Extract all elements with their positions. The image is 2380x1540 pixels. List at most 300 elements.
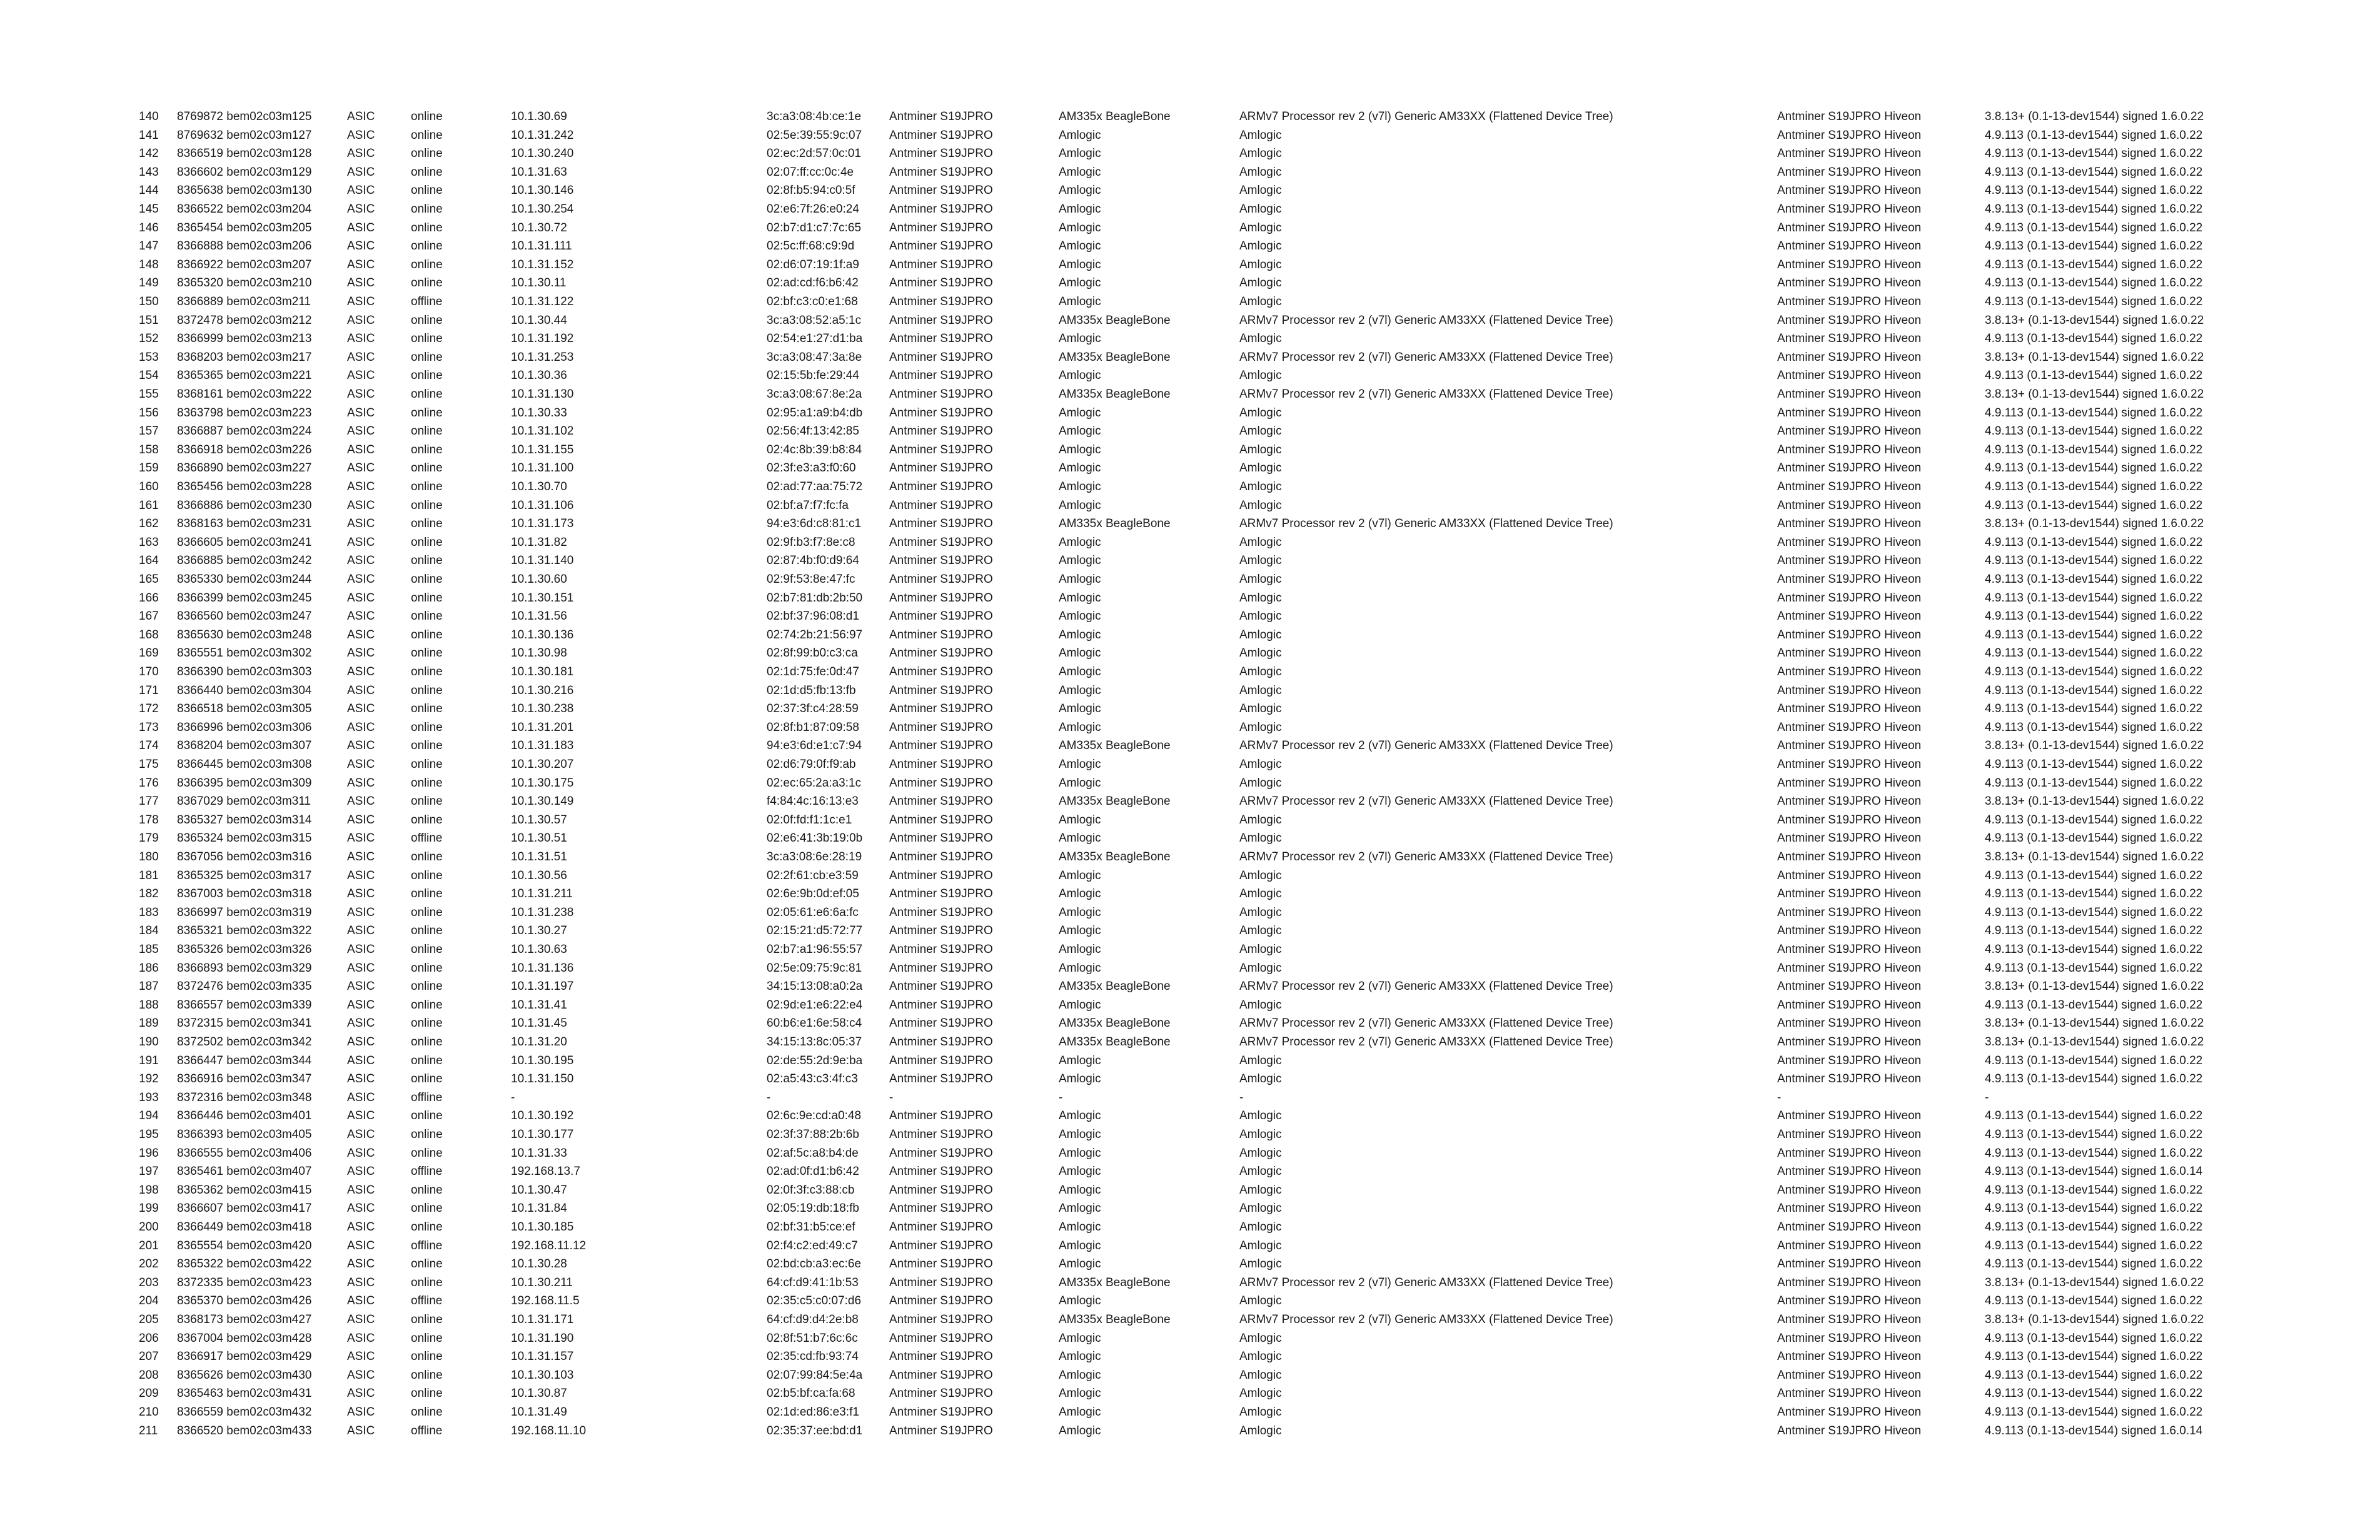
cell-soc: Amlogic — [1059, 332, 1101, 346]
cell-firmware: Antminer S19JPRO Hiveon — [1777, 1035, 1922, 1049]
cell-row-no: 209 — [139, 1387, 159, 1401]
cell-type: ASIC — [347, 406, 375, 420]
cell-firmware: Antminer S19JPRO Hiveon — [1777, 203, 1922, 216]
cell-kernel: 3.8.13+ (0.1-13-dev1544) signed 1.6.0.22 — [1985, 795, 2204, 808]
cell-ip: 10.1.31.130 — [511, 388, 574, 401]
cell-status: online — [411, 1128, 443, 1141]
cell-kernel: 4.9.113 (0.1-13-dev1544) signed 1.6.0.22 — [1985, 184, 2203, 198]
cell-soc: Amlogic — [1059, 758, 1101, 771]
cell-ip: 10.1.30.47 — [511, 1183, 567, 1197]
cell-kernel: 4.9.113 (0.1-13-dev1544) signed 1.6.0.22 — [1985, 554, 2203, 568]
cell-ip: 10.1.31.63 — [511, 165, 567, 179]
cell-soc: Amlogic — [1059, 647, 1101, 660]
cell-status: online — [411, 980, 443, 994]
cell-model: Antminer S19JPRO — [889, 239, 993, 253]
cell-status: online — [411, 350, 443, 364]
table-row — [0, 922, 2380, 940]
cell-id-host: 8365365 bem02c03m221 — [177, 369, 312, 383]
cell-type: ASIC — [347, 924, 375, 938]
cell-ip: 10.1.30.57 — [511, 813, 567, 827]
cell-soc: Amlogic — [1059, 905, 1101, 919]
cell-row-no: 204 — [139, 1294, 159, 1308]
table-row — [0, 404, 2380, 423]
cell-kernel: 4.9.113 (0.1-13-dev1544) signed 1.6.0.22 — [1985, 1128, 2203, 1141]
cell-soc: Amlogic — [1059, 961, 1101, 975]
cell-cpu: ARMv7 Processor rev 2 (v7l) Generic AM33XX (Flattened Device Tree) — [1239, 1017, 1613, 1030]
cell-model: Antminer S19JPRO — [889, 832, 993, 845]
cell-status: online — [411, 425, 443, 438]
table-row — [0, 1089, 2380, 1107]
cell-firmware: Antminer S19JPRO Hiveon — [1777, 554, 1922, 568]
cell-kernel: - — [1985, 1090, 1989, 1104]
cell-ip: 10.1.30.146 — [511, 184, 574, 198]
cell-row-no: 154 — [139, 369, 159, 383]
cell-row-no: 178 — [139, 813, 159, 827]
cell-cpu: Amlogic — [1239, 1072, 1282, 1086]
cell-cpu: Amlogic — [1239, 961, 1282, 975]
cell-kernel: 4.9.113 (0.1-13-dev1544) signed 1.6.0.22 — [1985, 461, 2203, 475]
cell-cpu: Amlogic — [1239, 924, 1282, 938]
cell-id-host: 8366518 bem02c03m305 — [177, 702, 312, 716]
cell-ip: 192.168.13.7 — [511, 1165, 580, 1179]
cell-kernel: 4.9.113 (0.1-13-dev1544) signed 1.6.0.22 — [1985, 1109, 2203, 1123]
table-row — [0, 607, 2380, 626]
cell-ip: 10.1.31.173 — [511, 517, 574, 531]
cell-row-no: 176 — [139, 776, 159, 790]
cell-firmware: Antminer S19JPRO Hiveon — [1777, 739, 1922, 753]
cell-ip: 10.1.31.157 — [511, 1350, 574, 1364]
cell-status: offline — [411, 1165, 443, 1179]
cell-type: ASIC — [347, 905, 375, 919]
cell-status: online — [411, 165, 443, 179]
cell-soc: Amlogic — [1059, 1406, 1101, 1419]
cell-cpu: Amlogic — [1239, 758, 1282, 771]
table-row — [0, 459, 2380, 478]
cell-type: ASIC — [347, 1146, 375, 1160]
cell-type: ASIC — [347, 332, 375, 346]
cell-mac: 02:8f:b5:94:c0:5f — [767, 184, 855, 198]
cell-row-no: 156 — [139, 406, 159, 420]
cell-ip: 10.1.31.155 — [511, 443, 574, 456]
cell-row-no: 170 — [139, 665, 159, 678]
cell-ip: 10.1.31.102 — [511, 425, 574, 438]
cell-cpu: Amlogic — [1239, 720, 1282, 734]
cell-kernel: 3.8.13+ (0.1-13-dev1544) signed 1.6.0.22 — [1985, 739, 2204, 753]
cell-mac: 02:ec:65:2a:a3:1c — [767, 776, 862, 790]
cell-status: online — [411, 276, 443, 290]
cell-kernel: 4.9.113 (0.1-13-dev1544) signed 1.6.0.22 — [1985, 128, 2203, 142]
cell-firmware: Antminer S19JPRO Hiveon — [1777, 147, 1922, 161]
cell-kernel: 4.9.113 (0.1-13-dev1544) signed 1.6.0.22 — [1985, 332, 2203, 346]
cell-ip: 10.1.31.238 — [511, 905, 574, 919]
cell-cpu: Amlogic — [1239, 406, 1282, 420]
cell-ip: 10.1.31.197 — [511, 980, 574, 994]
table-row — [0, 626, 2380, 645]
cell-mac: 02:2f:61:cb:e3:59 — [767, 868, 859, 882]
cell-kernel: 3.8.13+ (0.1-13-dev1544) signed 1.6.0.22 — [1985, 388, 2204, 401]
cell-type: ASIC — [347, 1276, 375, 1289]
cell-soc: Amlogic — [1059, 628, 1101, 642]
cell-model: Antminer S19JPRO — [889, 1313, 993, 1326]
cell-mac: 02:0f:fd:f1:1c:e1 — [767, 813, 852, 827]
cell-model: Antminer S19JPRO — [889, 739, 993, 753]
cell-row-no: 206 — [139, 1331, 159, 1345]
cell-ip: 10.1.30.33 — [511, 406, 567, 420]
cell-row-no: 184 — [139, 924, 159, 938]
cell-soc: Amlogic — [1059, 369, 1101, 383]
table-row — [0, 644, 2380, 663]
table-row — [0, 1052, 2380, 1070]
cell-firmware: Antminer S19JPRO Hiveon — [1777, 868, 1922, 882]
cell-cpu: Amlogic — [1239, 998, 1282, 1012]
cell-status: online — [411, 1183, 443, 1197]
table-row — [0, 126, 2380, 145]
cell-mac: 02:6c:9e:cd:a0:48 — [767, 1109, 862, 1123]
cell-firmware: Antminer S19JPRO Hiveon — [1777, 702, 1922, 716]
cell-kernel: 4.9.113 (0.1-13-dev1544) signed 1.6.0.22 — [1985, 776, 2203, 790]
cell-ip: - — [511, 1090, 515, 1104]
cell-type: ASIC — [347, 1387, 375, 1401]
cell-cpu: Amlogic — [1239, 1350, 1282, 1364]
cell-kernel: 4.9.113 (0.1-13-dev1544) signed 1.6.0.22 — [1985, 813, 2203, 827]
cell-row-no: 174 — [139, 739, 159, 753]
cell-id-host: 8366560 bem02c03m247 — [177, 610, 312, 623]
cell-row-no: 179 — [139, 832, 159, 845]
cell-cpu: Amlogic — [1239, 1165, 1282, 1179]
cell-status: online — [411, 147, 443, 161]
cell-id-host: 8372316 bem02c03m348 — [177, 1090, 312, 1104]
cell-firmware: Antminer S19JPRO Hiveon — [1777, 1183, 1922, 1197]
cell-type: ASIC — [347, 165, 375, 179]
cell-soc: AM335x BeagleBone — [1059, 739, 1171, 753]
cell-row-no: 202 — [139, 1257, 159, 1271]
cell-soc: Amlogic — [1059, 1424, 1101, 1437]
cell-kernel: 4.9.113 (0.1-13-dev1544) signed 1.6.0.22 — [1985, 683, 2203, 697]
cell-cpu: Amlogic — [1239, 461, 1282, 475]
cell-status: online — [411, 683, 443, 697]
cell-kernel: 4.9.113 (0.1-13-dev1544) signed 1.6.0.22 — [1985, 1072, 2203, 1086]
cell-row-no: 210 — [139, 1406, 159, 1419]
cell-kernel: 3.8.13+ (0.1-13-dev1544) signed 1.6.0.22 — [1985, 517, 2204, 531]
cell-id-host: 8769632 bem02c03m127 — [177, 128, 312, 142]
cell-soc: Amlogic — [1059, 480, 1101, 493]
cell-row-no: 183 — [139, 905, 159, 919]
table-row — [0, 829, 2380, 848]
cell-firmware: Antminer S19JPRO Hiveon — [1777, 628, 1922, 642]
cell-cpu: Amlogic — [1239, 498, 1282, 512]
cell-mac: 02:5e:39:55:9c:07 — [767, 128, 862, 142]
cell-status: online — [411, 480, 443, 493]
cell-ip: 10.1.30.195 — [511, 1054, 574, 1067]
cell-ip: 10.1.30.36 — [511, 369, 567, 383]
cell-ip: 10.1.30.149 — [511, 795, 574, 808]
table-row — [0, 1033, 2380, 1052]
cell-mac: 02:ad:cd:f6:b6:42 — [767, 276, 859, 290]
cell-kernel: 4.9.113 (0.1-13-dev1544) signed 1.6.0.22 — [1985, 961, 2203, 975]
cell-firmware: Antminer S19JPRO Hiveon — [1777, 239, 1922, 253]
cell-type: ASIC — [347, 1072, 375, 1086]
cell-model: Antminer S19JPRO — [889, 147, 993, 161]
cell-soc: Amlogic — [1059, 720, 1101, 734]
cell-soc: AM335x BeagleBone — [1059, 1313, 1171, 1326]
cell-soc: Amlogic — [1059, 147, 1101, 161]
cell-ip: 10.1.31.211 — [511, 887, 573, 901]
cell-firmware: Antminer S19JPRO Hiveon — [1777, 276, 1922, 290]
cell-cpu: Amlogic — [1239, 813, 1282, 827]
cell-kernel: 4.9.113 (0.1-13-dev1544) signed 1.6.0.22 — [1985, 647, 2203, 660]
cell-status: online — [411, 1350, 443, 1364]
cell-ip: 10.1.30.98 — [511, 647, 567, 660]
cell-cpu: Amlogic — [1239, 480, 1282, 493]
cell-kernel: 3.8.13+ (0.1-13-dev1544) signed 1.6.0.22 — [1985, 313, 2204, 327]
cell-mac: 3c:a3:08:52:a5:1c — [767, 313, 862, 327]
cell-id-host: 8368204 bem02c03m307 — [177, 739, 312, 753]
cell-firmware: Antminer S19JPRO Hiveon — [1777, 887, 1922, 901]
cell-firmware: Antminer S19JPRO Hiveon — [1777, 498, 1922, 512]
cell-status: online — [411, 739, 443, 753]
table-row — [0, 515, 2380, 533]
cell-row-no: 153 — [139, 350, 159, 364]
cell-status: offline — [411, 1090, 443, 1104]
cell-type: ASIC — [347, 1406, 375, 1419]
table-row — [0, 533, 2380, 552]
cell-type: ASIC — [347, 221, 375, 234]
cell-id-host: 8365326 bem02c03m326 — [177, 943, 312, 956]
cell-status: online — [411, 591, 443, 605]
cell-id-host: 8366557 bem02c03m339 — [177, 998, 312, 1012]
table-row — [0, 108, 2380, 126]
cell-status: online — [411, 887, 443, 901]
cell-status: online — [411, 961, 443, 975]
cell-model: Antminer S19JPRO — [889, 1406, 993, 1419]
cell-id-host: 8366519 bem02c03m128 — [177, 147, 312, 161]
cell-kernel: 4.9.113 (0.1-13-dev1544) signed 1.6.0.22 — [1985, 573, 2203, 586]
cell-firmware: Antminer S19JPRO Hiveon — [1777, 1017, 1922, 1030]
cell-model: Antminer S19JPRO — [889, 776, 993, 790]
cell-ip: 10.1.31.33 — [511, 1146, 567, 1160]
cell-ip: 10.1.31.242 — [511, 128, 574, 142]
cell-firmware: Antminer S19JPRO Hiveon — [1777, 461, 1922, 475]
cell-row-no: 146 — [139, 221, 159, 234]
cell-mac: 02:8f:99:b0:c3:ca — [767, 647, 858, 660]
cell-row-no: 201 — [139, 1239, 159, 1252]
cell-model: Antminer S19JPRO — [889, 1350, 993, 1364]
cell-type: ASIC — [347, 480, 375, 493]
cell-model: Antminer S19JPRO — [889, 591, 993, 605]
cell-mac: 02:5e:09:75:9c:81 — [767, 961, 862, 975]
cell-mac: 02:bf:c3:c0:e1:68 — [767, 295, 858, 308]
cell-type: ASIC — [347, 1202, 375, 1215]
table-row — [0, 718, 2380, 737]
cell-kernel: 4.9.113 (0.1-13-dev1544) signed 1.6.0.22 — [1985, 1406, 2203, 1419]
cell-type: ASIC — [347, 1424, 375, 1437]
cell-cpu: Amlogic — [1239, 369, 1282, 383]
cell-kernel: 4.9.113 (0.1-13-dev1544) signed 1.6.0.22 — [1985, 1331, 2203, 1345]
cell-kernel: 4.9.113 (0.1-13-dev1544) signed 1.6.0.22 — [1985, 1202, 2203, 1215]
cell-status: online — [411, 1313, 443, 1326]
cell-model: Antminer S19JPRO — [889, 720, 993, 734]
table-row — [0, 181, 2380, 200]
cell-type: ASIC — [347, 203, 375, 216]
cell-cpu: Amlogic — [1239, 610, 1282, 623]
cell-soc: AM335x BeagleBone — [1059, 1035, 1171, 1049]
cell-mac: 02:9d:e1:e6:22:e4 — [767, 998, 863, 1012]
cell-kernel: 3.8.13+ (0.1-13-dev1544) signed 1.6.0.22 — [1985, 350, 2204, 364]
cell-cpu: Amlogic — [1239, 1368, 1282, 1382]
cell-kernel: 4.9.113 (0.1-13-dev1544) signed 1.6.0.22 — [1985, 758, 2203, 771]
cell-mac: 02:87:4b:f0:d9:64 — [767, 554, 859, 568]
cell-type: ASIC — [347, 1090, 375, 1104]
cell-ip: 10.1.31.45 — [511, 1017, 567, 1030]
cell-type: ASIC — [347, 868, 375, 882]
cell-id-host: 8372478 bem02c03m212 — [177, 313, 312, 327]
cell-mac: 02:bf:31:b5:ce:ef — [767, 1220, 855, 1234]
cell-cpu: Amlogic — [1239, 295, 1282, 308]
cell-mac: f4:84:4c:16:13:e3 — [767, 795, 859, 808]
cell-soc: Amlogic — [1059, 554, 1101, 568]
table-row — [0, 478, 2380, 496]
cell-soc: Amlogic — [1059, 1257, 1101, 1271]
cell-mac: 02:bf:37:96:08:d1 — [767, 610, 859, 623]
cell-ip: 10.1.31.171 — [511, 1313, 574, 1326]
cell-id-host: 8366922 bem02c03m207 — [177, 258, 312, 271]
cell-ip: 10.1.31.140 — [511, 554, 574, 568]
cell-row-no: 177 — [139, 795, 159, 808]
cell-status: online — [411, 1406, 443, 1419]
cell-mac: 02:bd:cb:a3:ec:6e — [767, 1257, 862, 1271]
cell-ip: 10.1.31.41 — [511, 998, 567, 1012]
cell-cpu: Amlogic — [1239, 647, 1282, 660]
cell-cpu: ARMv7 Processor rev 2 (v7l) Generic AM33XX (Flattened Device Tree) — [1239, 795, 1613, 808]
cell-mac: 02:37:3f:c4:28:59 — [767, 702, 859, 716]
cell-mac: 34:15:13:08:a0:2a — [767, 980, 863, 994]
table-row — [0, 1329, 2380, 1348]
cell-cpu: Amlogic — [1239, 1406, 1282, 1419]
cell-type: ASIC — [347, 832, 375, 845]
cell-row-no: 143 — [139, 165, 159, 179]
cell-row-no: 141 — [139, 128, 159, 142]
cell-id-host: 8366555 bem02c03m406 — [177, 1146, 312, 1160]
cell-id-host: 8769872 bem02c03m125 — [177, 110, 312, 123]
cell-soc: AM335x BeagleBone — [1059, 350, 1171, 364]
cell-kernel: 4.9.113 (0.1-13-dev1544) signed 1.6.0.14 — [1985, 1424, 2203, 1437]
table-row — [0, 1237, 2380, 1256]
cell-kernel: 4.9.113 (0.1-13-dev1544) signed 1.6.0.22 — [1985, 665, 2203, 678]
cell-firmware: Antminer S19JPRO Hiveon — [1777, 443, 1922, 456]
cell-ip: 10.1.30.51 — [511, 832, 567, 845]
cell-firmware: Antminer S19JPRO Hiveon — [1777, 905, 1922, 919]
cell-type: ASIC — [347, 388, 375, 401]
cell-row-no: 182 — [139, 887, 159, 901]
cell-kernel: 4.9.113 (0.1-13-dev1544) signed 1.6.0.22 — [1985, 276, 2203, 290]
cell-id-host: 8367003 bem02c03m318 — [177, 887, 312, 901]
cell-ip: 10.1.30.56 — [511, 868, 567, 882]
cell-type: ASIC — [347, 1035, 375, 1049]
cell-firmware: Antminer S19JPRO Hiveon — [1777, 776, 1922, 790]
cell-row-no: 167 — [139, 610, 159, 623]
cell-kernel: 4.9.113 (0.1-13-dev1544) signed 1.6.0.22 — [1985, 443, 2203, 456]
cell-soc: Amlogic — [1059, 813, 1101, 827]
cell-ip: 10.1.30.151 — [511, 591, 574, 605]
cell-soc: Amlogic — [1059, 165, 1101, 179]
cell-ip: 10.1.30.216 — [511, 683, 574, 697]
table-row — [0, 1199, 2380, 1218]
cell-mac: 02:8f:51:b7:6c:6c — [767, 1331, 858, 1345]
cell-ip: 192.168.11.12 — [511, 1239, 587, 1252]
cell-soc: Amlogic — [1059, 1350, 1101, 1364]
cell-type: ASIC — [347, 739, 375, 753]
cell-id-host: 8365626 bem02c03m430 — [177, 1368, 312, 1382]
cell-kernel: 4.9.113 (0.1-13-dev1544) signed 1.6.0.22 — [1985, 203, 2203, 216]
cell-id-host: 8366887 bem02c03m224 — [177, 425, 312, 438]
cell-row-no: 193 — [139, 1090, 159, 1104]
cell-ip: 10.1.31.136 — [511, 961, 574, 975]
cell-kernel: 4.9.113 (0.1-13-dev1544) signed 1.6.0.22 — [1985, 1239, 2203, 1252]
cell-row-no: 157 — [139, 425, 159, 438]
cell-cpu: Amlogic — [1239, 1183, 1282, 1197]
cell-cpu: Amlogic — [1239, 258, 1282, 271]
cell-type: ASIC — [347, 813, 375, 827]
cell-status: offline — [411, 832, 443, 845]
cell-ip: 10.1.31.100 — [511, 461, 574, 475]
cell-soc: Amlogic — [1059, 998, 1101, 1012]
cell-kernel: 4.9.113 (0.1-13-dev1544) signed 1.6.0.22 — [1985, 1387, 2203, 1401]
cell-mac: 02:56:4f:13:42:85 — [767, 425, 859, 438]
cell-model: Antminer S19JPRO — [889, 1183, 993, 1197]
cell-id-host: 8367004 bem02c03m428 — [177, 1331, 312, 1345]
cell-firmware: Antminer S19JPRO Hiveon — [1777, 165, 1922, 179]
cell-mac: 02:4c:8b:39:b8:84 — [767, 443, 862, 456]
cell-model: Antminer S19JPRO — [889, 573, 993, 586]
cell-mac: 02:3f:e3:a3:f0:60 — [767, 461, 856, 475]
table-row — [0, 1125, 2380, 1144]
cell-mac: 02:15:5b:fe:29:44 — [767, 369, 859, 383]
cell-ip: 10.1.30.211 — [511, 1276, 573, 1289]
cell-soc: Amlogic — [1059, 1239, 1101, 1252]
cell-row-no: 144 — [139, 184, 159, 198]
cell-id-host: 8367029 bem02c03m311 — [177, 795, 311, 808]
table-row — [0, 144, 2380, 163]
cell-soc: Amlogic — [1059, 1146, 1101, 1160]
cell-type: ASIC — [347, 1313, 375, 1326]
cell-status: online — [411, 1054, 443, 1067]
cell-ip: 10.1.30.70 — [511, 480, 567, 493]
cell-status: online — [411, 1202, 443, 1215]
cell-soc: Amlogic — [1059, 443, 1101, 456]
cell-mac: 02:15:21:d5:72:77 — [767, 924, 863, 938]
cell-model: Antminer S19JPRO — [889, 1220, 993, 1234]
cell-soc: Amlogic — [1059, 943, 1101, 956]
cell-id-host: 8365456 bem02c03m228 — [177, 480, 312, 493]
cell-kernel: 4.9.113 (0.1-13-dev1544) signed 1.6.0.22 — [1985, 369, 2203, 383]
cell-cpu: Amlogic — [1239, 128, 1282, 142]
cell-firmware: Antminer S19JPRO Hiveon — [1777, 350, 1922, 364]
cell-kernel: 4.9.113 (0.1-13-dev1544) signed 1.6.0.22 — [1985, 943, 2203, 956]
cell-row-no: 164 — [139, 554, 159, 568]
cell-soc: Amlogic — [1059, 573, 1101, 586]
cell-ip: 10.1.30.28 — [511, 1257, 567, 1271]
cell-soc: Amlogic — [1059, 665, 1101, 678]
cell-firmware: Antminer S19JPRO Hiveon — [1777, 924, 1922, 938]
cell-kernel: 4.9.113 (0.1-13-dev1544) signed 1.6.0.22 — [1985, 832, 2203, 845]
cell-id-host: 8366999 bem02c03m213 — [177, 332, 312, 346]
cell-ip: 10.1.30.136 — [511, 628, 574, 642]
cell-firmware: Antminer S19JPRO Hiveon — [1777, 961, 1922, 975]
cell-status: online — [411, 1072, 443, 1086]
cell-cpu: Amlogic — [1239, 147, 1282, 161]
cell-kernel: 4.9.113 (0.1-13-dev1544) signed 1.6.0.22 — [1985, 258, 2203, 271]
cell-model: Antminer S19JPRO — [889, 1109, 993, 1123]
